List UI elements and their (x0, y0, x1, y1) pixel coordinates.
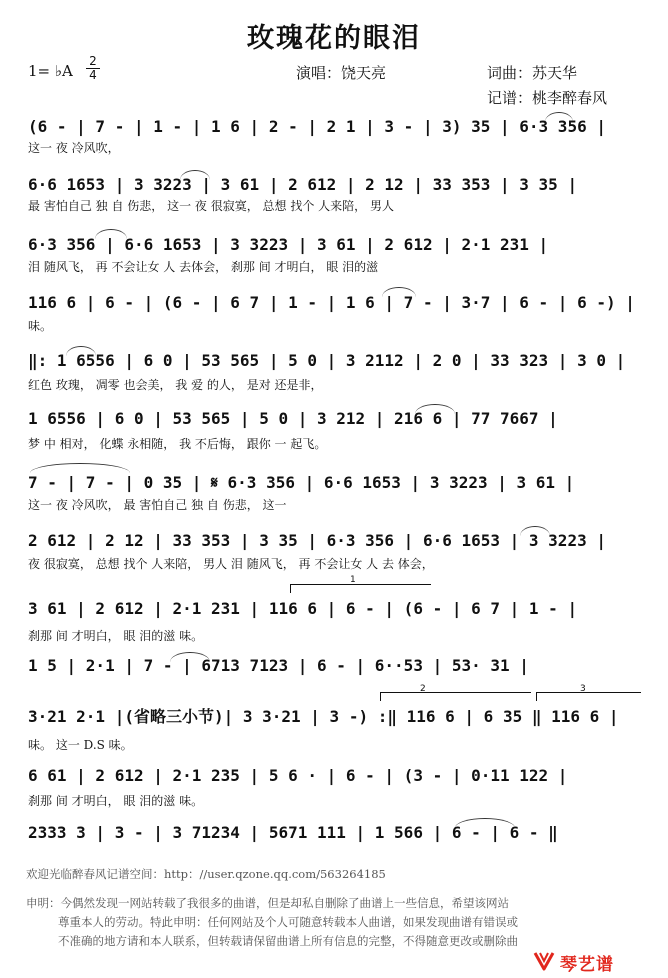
volta-3-bracket (536, 692, 641, 701)
score-row-10-notes: 1 5 | 2·1 | 7 - | 6713 7123 | 6 - | 6··53 | 53· 31 | (28, 656, 529, 675)
statement-line-2: 尊重本人的劳动。特此申明：任何网站及个人可随意转载本人曲谱，如果发现曲谱有错误或 (58, 915, 518, 929)
score-row-5-notes: ‖: 1 6556 | 6 0 | 53 565 | 5 0 | 3 2112 | 2 0 | 33 323 | 3 0 | (28, 351, 626, 370)
volta-2-bracket (380, 692, 531, 701)
singer-credit: 演唱：饶天亮 (296, 64, 387, 82)
qinyipu-logo-icon (532, 949, 556, 973)
tie-arc (170, 652, 210, 662)
composer-credit: 词曲：苏天华 (487, 64, 578, 82)
tie-arc (455, 818, 515, 828)
score-row-8-lyrics: 夜 很寂寞， 总想 找个 人来陪， 男人 泪 随风飞， 再 不会让女 人 去 体会， (28, 557, 434, 571)
score-row-13-lyrics (28, 846, 640, 862)
copyright-statement (26, 894, 638, 951)
score-row-13-notes: 2333 3 | 3 - | 3 71234 | 5671 111 | 1 566 | 6 - | 6 - ‖ (28, 823, 558, 842)
score-row-12-notes: 6 61 | 2 612 | 2·1 235 | 5 6 · | 6 - | (3 - | 0·11 122 | (28, 766, 568, 785)
qinyipu-logo[interactable] (532, 948, 660, 974)
score-row-4-lyrics: 味。 (28, 319, 53, 333)
score-row-3-notes: 6·3 356 | 6·6 1653 | 3 3223 | 3 61 | 2 612 | 2·1 231 | (28, 235, 549, 254)
tie-arc (382, 287, 416, 297)
score-row-6-notes: 1 6556 | 6 0 | 53 565 | 5 0 | 3 212 | 216 6 | 77 7667 | (28, 409, 558, 428)
song-title: 玫瑰花的眼泪 (247, 23, 421, 54)
score-row-5-lyrics: 红色 玫瑰， 凋零 也会美， 我 爱 的人， 是对 还是非， (28, 378, 323, 392)
logo-text: 琴艺谱 (560, 955, 614, 975)
score-row-2-notes: 6·6 1653 | 3 3223 | 3 61 | 2 612 | 2 12 | 33 353 | 3 35 | (28, 175, 578, 194)
key-signature: 1= ♭A (28, 62, 73, 80)
tie-arc (415, 404, 455, 414)
score-row-2-lyrics: 最 害怕自己 独 自 伤悲， 这一 夜 很寂寞， 总想 找个 人来陪， 男人 (28, 199, 394, 213)
time-signature-bottom: 4 (86, 68, 100, 82)
volta-1-label: 1 (350, 575, 356, 585)
transcriber-credit: 记谱：桃李醉春风 (487, 89, 608, 107)
volta-1-bracket (290, 584, 431, 593)
time-signature-top: 2 (89, 54, 97, 68)
volta-3-label: 3 (580, 684, 586, 694)
score-row-7-lyrics: 这一 夜 冷风吹， 最 害怕自己 独 自 伤悲， 这一 (28, 498, 287, 512)
tie-arc (180, 170, 210, 180)
score-row-1-notes: (6 - | 7 - | 1 - | 1 6 | 2 - | 2 1 | 3 - | 3) 35 | 6·3 356 | (28, 117, 606, 136)
tie-arc (545, 112, 573, 122)
score-row-9-notes: 3 61 | 2 612 | 2·1 231 | 116 6 | 6 - | (6 - | 6 7 | 1 - | (28, 599, 578, 618)
score-row-12-lyrics: 刹那 间 才明白， 眼 泪的滋 味。 (28, 794, 204, 808)
tie-arc (30, 463, 130, 473)
score-row-8-notes: 2 612 | 2 12 | 33 353 | 3 35 | 6·3 356 | 6·6 1653 | 3 3223 | (28, 531, 606, 550)
tie-arc (520, 526, 550, 536)
score-row-1-lyrics: 这一 夜 冷风吹， (28, 141, 120, 155)
score-row-4-notes: 116 6 | 6 - | (6 - | 6 7 | 1 - | 1 6 | 7 - | 3·7 | 6 - | 6 -) | (28, 293, 635, 312)
volta-2-label: 2 (420, 684, 426, 694)
statement-line-1: 申明：今偶然发现一网站转载了我很多的曲谱，但是却私自删除了曲谱上一些信息，希望该网站 (26, 896, 509, 910)
statement-line-3: 不准确的地方请和本人联系，但转载请保留曲谱上所有信息的完整，不得随意更改或删除曲 (58, 934, 518, 948)
time-signature (86, 55, 100, 82)
score-row-11-lyrics: 味。 这一 D.S 味。 (28, 738, 133, 752)
welcome-link-text: 欢迎光临醉春风记谱空间：http：//user.qzone.qq.com/563264185 (26, 867, 386, 881)
score-row-7-notes: 7 - | 7 - | 0 35 | 𝄋 6·3 356 | 6·6 1653 | 3 3223 | 3 61 | (28, 473, 575, 492)
score-row-9-lyrics: 刹那 间 才明白， 眼 泪的滋 味。 (28, 629, 204, 643)
score-row-3-lyrics: 泪 随风飞， 再 不会让女 人 去体会， 刹那 间 才明白， 眼 泪的滋 (28, 260, 379, 274)
tie-arc (66, 346, 96, 356)
score-row-11-notes: 3·21 2·1 |(省略三小节)| 3 3·21 | 3 -) :‖ 116 6 | 6 35 ‖ 116 6 | (28, 707, 619, 726)
tie-arc (95, 229, 127, 239)
score-row-6-lyrics: 梦 中 相对， 化蝶 永相随， 我 不后悔， 跟你 一 起飞。 (28, 437, 327, 451)
